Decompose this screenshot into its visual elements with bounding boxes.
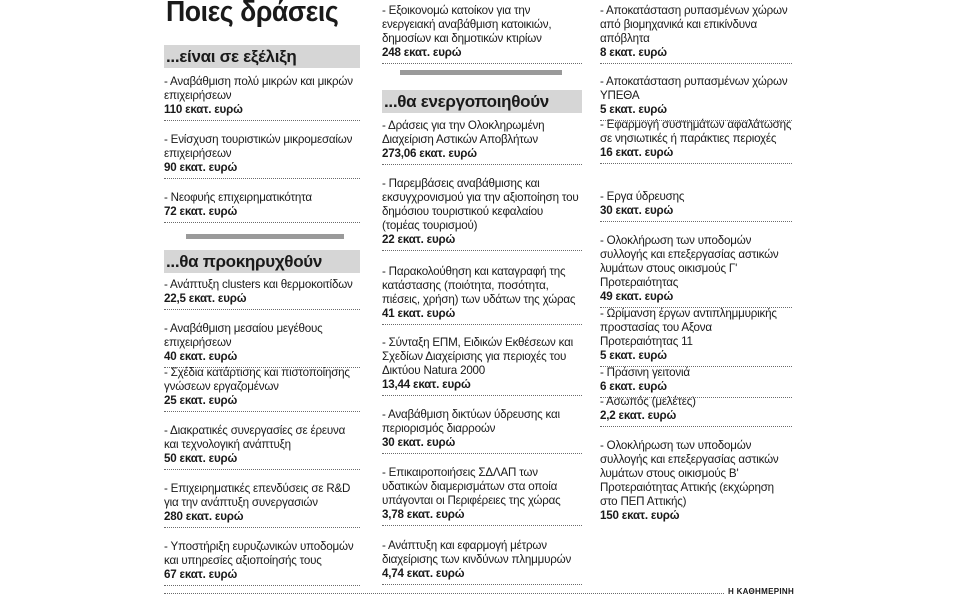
item-amount: 41 εκατ. ευρώ: [382, 307, 456, 320]
list-item: [600, 307, 792, 367]
item-text: - Διακρατικές συνεργασίες σε έρευνα και τεχνολογική ανάπτυξη: [164, 424, 346, 451]
item-text: - Παρεμβάσεις αναβάθμισης και εκσυγχρονισμού για την αξιοποίηση του δημόσιου τουριστικού κεφαλαίου (τομέας τουρισμού): [382, 177, 579, 232]
item-amount: 248 εκατ. ευρώ: [382, 46, 462, 59]
list-item: [164, 482, 360, 528]
item-text: - Ωρίμανση έργων αντιπλημμυρικής προστασίας του Αξονα Προτεραιότητας 11: [600, 307, 777, 348]
item-amount: 4,74 εκατ. ευρώ: [382, 567, 465, 580]
list-item: [600, 439, 792, 526]
item-text: - Αναβάθμιση δικτύων ύδρευσης και περιορισμός διαρροών: [382, 408, 560, 435]
item-amount: 5 εκατ. ευρώ: [600, 103, 667, 116]
item-amount: 3,78 εκατ. ευρώ: [382, 508, 465, 521]
item-text: - Αποκατάσταση ρυπασμένων χώρων ΥΠΕΘΑ: [600, 75, 788, 102]
item-amount: 110 εκατ. ευρώ: [164, 103, 243, 116]
item-amount: 72 εκατ. ευρώ: [164, 205, 238, 218]
list-item: [164, 133, 360, 179]
item-amount: 2,2 εκατ. ευρώ: [600, 409, 677, 422]
list-item: [382, 466, 582, 526]
list-item: [164, 322, 360, 368]
list-item: [164, 366, 360, 412]
item-text: - Δράσεις για την Ολοκληρωμένη Διαχείριση Αστικών Αποβλήτων: [382, 119, 545, 146]
item-amount: 50 εκατ. ευρώ: [164, 452, 238, 465]
list-item: [600, 190, 792, 222]
item-text: - Ασωπός (μελέτες): [600, 395, 696, 408]
item-amount: 49 εκατ. ευρώ: [600, 290, 674, 303]
list-item: [382, 177, 582, 251]
list-item: [600, 366, 792, 398]
list-item: [600, 4, 792, 64]
item-amount: 90 εκατ. ευρώ: [164, 161, 238, 174]
bottom-divider: [164, 593, 724, 594]
list-item: [164, 424, 360, 470]
item-text: - Ολοκλήρωση των υποδομών συλλογής και επεξεργασίας αστικών λυμάτων στους οικισμούς Β' Προτεραιότητας Αττικής (εκχώρηση στο ΠΕΠ Αττικής): [600, 439, 779, 508]
item-text: - Σχέδια κατάρτισης και πιστοποίησης γνώσεων εργαζομένων: [164, 366, 350, 393]
item-text: - Ενίσχυση τουριστικών μικρομεσαίων επιχειρήσεων: [164, 133, 353, 160]
item-amount: 25 εκατ. ευρώ: [164, 394, 238, 407]
item-text: - Αναβάθμιση πολύ μικρών και μικρών επιχειρήσεων: [164, 75, 353, 102]
list-item: [382, 539, 582, 585]
list-item: [382, 408, 582, 454]
item-text: - Ολοκλήρωση των υποδομών συλλογής και επεξεργασίας αστικών λυμάτων στους οικισμούς Γ' Προτεραιότητας: [600, 234, 779, 289]
section-divider: [400, 70, 562, 75]
item-text: - Σύνταξη ΕΠΜ, Ειδικών Εκθέσεων και Σχεδίων Διαχείρισης για περιοχές του Δικτύου Natura 2000: [382, 336, 573, 377]
section-header-to-announce: ...θα προκηρυχθούν: [164, 250, 360, 273]
list-item: [600, 395, 792, 427]
list-item: [382, 265, 582, 325]
item-text: - Ανάπτυξη clusters και θερμοκοιτίδων: [164, 278, 353, 291]
item-amount: 30 εκατ. ευρώ: [382, 436, 456, 449]
item-amount: 280 εκατ. ευρώ: [164, 510, 244, 523]
section-divider: [186, 234, 344, 239]
list-item: [164, 540, 360, 586]
item-amount: 16 εκατ. ευρώ: [600, 146, 674, 159]
item-text: - Πράσινη γειτονιά: [600, 366, 690, 379]
item-amount: 6 εκατ. ευρώ: [600, 380, 667, 393]
item-text: - Εργα ύδρευσης: [600, 190, 685, 203]
item-amount: 5 εκατ. ευρώ: [600, 349, 667, 362]
item-amount: 13,44 εκατ. ευρώ: [382, 378, 471, 391]
item-text: - Επιχειρηματικές επενδύσεις σε R&D για την ανάπτυξη συνεργασιών: [164, 482, 351, 509]
list-item: [600, 75, 792, 121]
list-item: [164, 75, 360, 121]
source-credit: Η ΚΑΘΗΜΕΡΙΝΗ: [728, 587, 795, 596]
item-amount: 67 εκατ. ευρώ: [164, 568, 238, 581]
item-text: - Επικαιροποιήσεις ΣΔΛΑΠ των υδατικών διαμερισμάτων στα οποία υπάγονται οι Περιφέρειες της χώρας: [382, 466, 561, 507]
item-text: - Παρακολούθηση και καταγραφή της κατάστασης (ποιότητα, ποσότητα, πιέσεις, χρήση) των υδάτων της χώρας: [382, 265, 576, 306]
item-amount: 40 εκατ. ευρώ: [164, 350, 238, 363]
list-item: [164, 278, 360, 310]
item-text: - Εξοικονομώ κατοίκον για την ενεργειακή αναβάθμιση κατοικιών, δημοσίων και δημοτικών κτιρίων: [382, 4, 552, 45]
item-text: - Ανάπτυξη και εφαρμογή μέτρων διαχείρισης των κινδύνων πλημμυρών: [382, 539, 572, 566]
item-amount: 273,06 εκατ. ευρώ: [382, 147, 477, 160]
item-text: - Νεοφυής επιχειρηματικότητα: [164, 191, 312, 204]
list-item: [382, 119, 582, 165]
item-text: - Εφαρμογή συστημάτων αφαλάτωσης σε νησιωτικές ή παράκτιες περιοχές: [600, 118, 792, 145]
section-header-to-activate: ...θα ενεργοποιηθούν: [382, 90, 582, 113]
item-amount: 150 εκατ. ευρώ: [600, 509, 680, 522]
list-item: [600, 234, 792, 308]
item-text: - Υποστήριξη ευρυζωνικών υποδομών και υπηρεσίες αξιοποίησής τους: [164, 540, 354, 567]
item-amount: 30 εκατ. ευρώ: [600, 204, 674, 217]
list-item: [382, 336, 582, 396]
item-amount: 22,5 εκατ. ευρώ: [164, 292, 247, 305]
list-item: [382, 4, 582, 64]
list-item: [600, 118, 792, 164]
item-amount: 22 εκατ. ευρώ: [382, 233, 456, 246]
item-amount: 8 εκατ. ευρώ: [600, 46, 667, 59]
list-item: [164, 191, 360, 223]
item-text: - Αποκατάσταση ρυπασμένων χώρων από βιομηχανικά και επικίνδυνα απόβλητα: [600, 4, 788, 45]
item-text: - Αναβάθμιση μεσαίου μεγέθους επιχειρήσεων: [164, 322, 323, 349]
section-header-in-progress: ...είναι σε εξέλιξη: [164, 45, 360, 68]
page-title: Ποιες δράσεις: [166, 0, 339, 28]
